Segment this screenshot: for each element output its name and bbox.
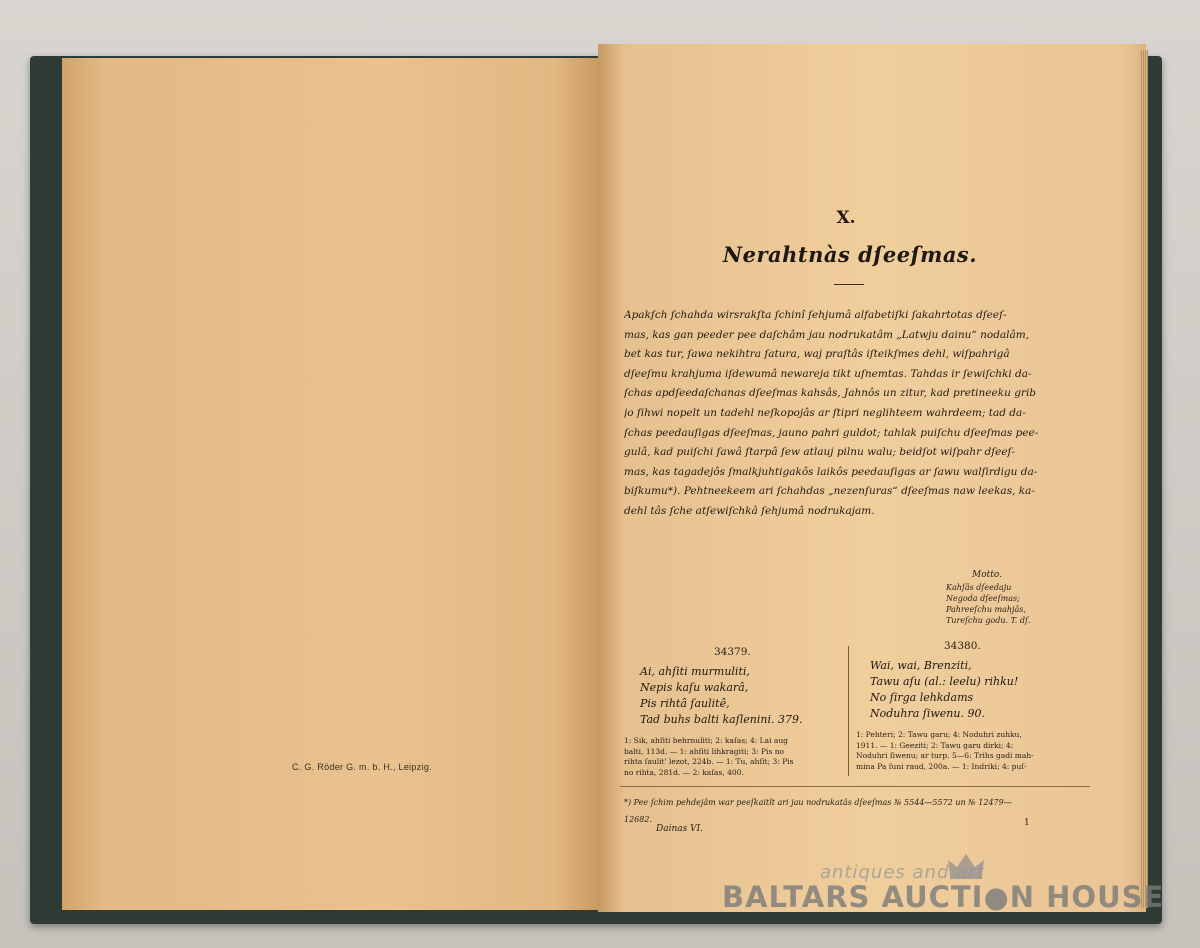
intro-line: Apakſch ſchahda wirsrakſta ſchinî ſehjumâ alfabetiſki ſakahrtotas dſeeſ- <box>624 309 1007 321</box>
verse-line: Ai, ahſiti murmuliti, <box>640 665 750 678</box>
note-line: Noduhri ſiwenu; ar turp. 5—6: Trihs gadi mah- <box>856 751 1034 760</box>
song-verse <box>870 658 1018 722</box>
section-title: Nerahtnàs dſeeſmas. <box>722 242 978 267</box>
motto-line: Pahreeſchu mahjâs, <box>946 605 1026 614</box>
note-line: rihta ſaulit' lezot, 224b. — 1: Tu, ahſit; 3: Pis <box>624 757 794 766</box>
motto-line: Tureſchu godu. T. dſ. <box>946 616 1031 625</box>
footnote-rule <box>620 786 1090 787</box>
page-edges <box>1140 50 1148 908</box>
song-number: 34380. <box>944 640 981 652</box>
note-line: 1911. — 1: Geeziti; 2: Tawu garu dirki; 4: <box>856 740 1014 750</box>
intro-line: bet kas tur, ſawa nekihtra ſatura, waj praſtâs iſteikſmes dehl, wiſpahrigâ <box>624 348 1010 361</box>
printer-imprint: C. G. Röder G. m. b. H., Leipzig. <box>292 762 432 772</box>
motto-line: Negoda dſeeſmas; <box>946 594 1020 603</box>
verse-line: Tad buhs balti kaſlenini. 379. <box>640 713 803 726</box>
verse-line: Noduhra ſiwenu. 90. <box>870 707 985 720</box>
song-notes <box>624 736 842 778</box>
printer-signature: Dainas VI. <box>656 824 704 834</box>
intro-paragraph <box>624 306 1080 522</box>
title-rule <box>834 284 864 285</box>
note-line: balti, 113d. — 1: ahſiti lihkragiti; 3: Pis no <box>624 746 785 756</box>
intro-line: gulâ, kad puiſchi ſawâ ſtarpâ ſew atlauj pilnu walu; beidſot wiſpahr dſeeſ- <box>624 446 1015 459</box>
section-numeral: X. <box>836 208 856 228</box>
page-number: 1 <box>1024 818 1030 828</box>
watermark-tagline: antiques and art <box>820 862 985 883</box>
intro-line: mas, kas gan peeder pee daſchâm jau nodrukatâm „Latwju dainu“ nodalâm, <box>624 328 1030 341</box>
motto-line: Kahſâs dſeedaju <box>946 583 1012 592</box>
note-line: 1: Pehteri; 2: Tawu garu; 4: Noduhri zuhku, <box>856 730 1022 739</box>
intro-line: dſeeſmu krahjuma iſdewumâ newareja tikt uſnemtas. Tahdas ir ſewiſchki da- <box>624 367 1032 380</box>
intro-line: biſkumu*). Pehtneekeem ari ſchahdas „nezenſuras“ dſeeſmas naw leekas, ka- <box>624 485 1035 498</box>
motto-heading: Motto. <box>972 570 1002 580</box>
left-page <box>62 58 599 910</box>
verse-line: Wai, wai, Brenziti, <box>870 659 972 672</box>
song-notes <box>856 730 1092 772</box>
intro-line: mas, kas tagadejôs ſmalkjuhtigakôs laikôs peedauſigas ar ſawu walſirdigu da- <box>624 465 1038 478</box>
song-verse <box>640 664 803 728</box>
verse-line: No ſirga lehkdams <box>870 691 974 704</box>
note-line: no rihta, 281d. — 2: kaſas, 400. <box>624 767 744 777</box>
motto-verse <box>946 582 1031 626</box>
note-line: mina Pa ſuni raud, 200a. — 1: Indriki; 4: puſ- <box>856 761 1027 771</box>
intro-line: jo ſihwi nopelt un tadehl neſkopojâs ar ſtipri neglihteem wahrdeem; tad da- <box>624 406 1026 419</box>
footnote <box>624 794 1092 828</box>
footnote-line: *) Pee ſchim pehdejâm war peeſkaitît ari jau nodrukatâs dſeeſmas № 5544—5572 un № 12479— <box>624 798 1012 807</box>
footnote-line: 12682. <box>624 815 652 824</box>
song-number: 34379. <box>714 646 751 658</box>
verse-line: Pis rihtâ ſaulitê, <box>640 697 730 710</box>
verse-line: Nepis kaſu wakarâ, <box>640 681 749 694</box>
intro-line: ſchas apdſeedaſchanas dſeeſmas kahsâs, Jahnôs un zitur, kad pretineeku grib <box>624 387 1037 400</box>
intro-line: ſchas peedauſigas dſeeſmas, jauno pahri guldot; tahlak puiſchu dſeeſmas pee- <box>624 426 1039 439</box>
watermark-logo: BALTARS AUCTI●N HOUSE <box>722 880 1165 914</box>
verse-line: Tawu aſu (al.: leelu) rihku! <box>870 675 1019 688</box>
note-line: 1: Sik, ahſiti behrnuliti; 2: kaſas; 4: Lai aug <box>624 736 788 745</box>
column-divider <box>848 646 849 776</box>
intro-line: dehl tâs ſche atſewiſchkâ ſehjumâ nodrukajam. <box>624 504 875 517</box>
